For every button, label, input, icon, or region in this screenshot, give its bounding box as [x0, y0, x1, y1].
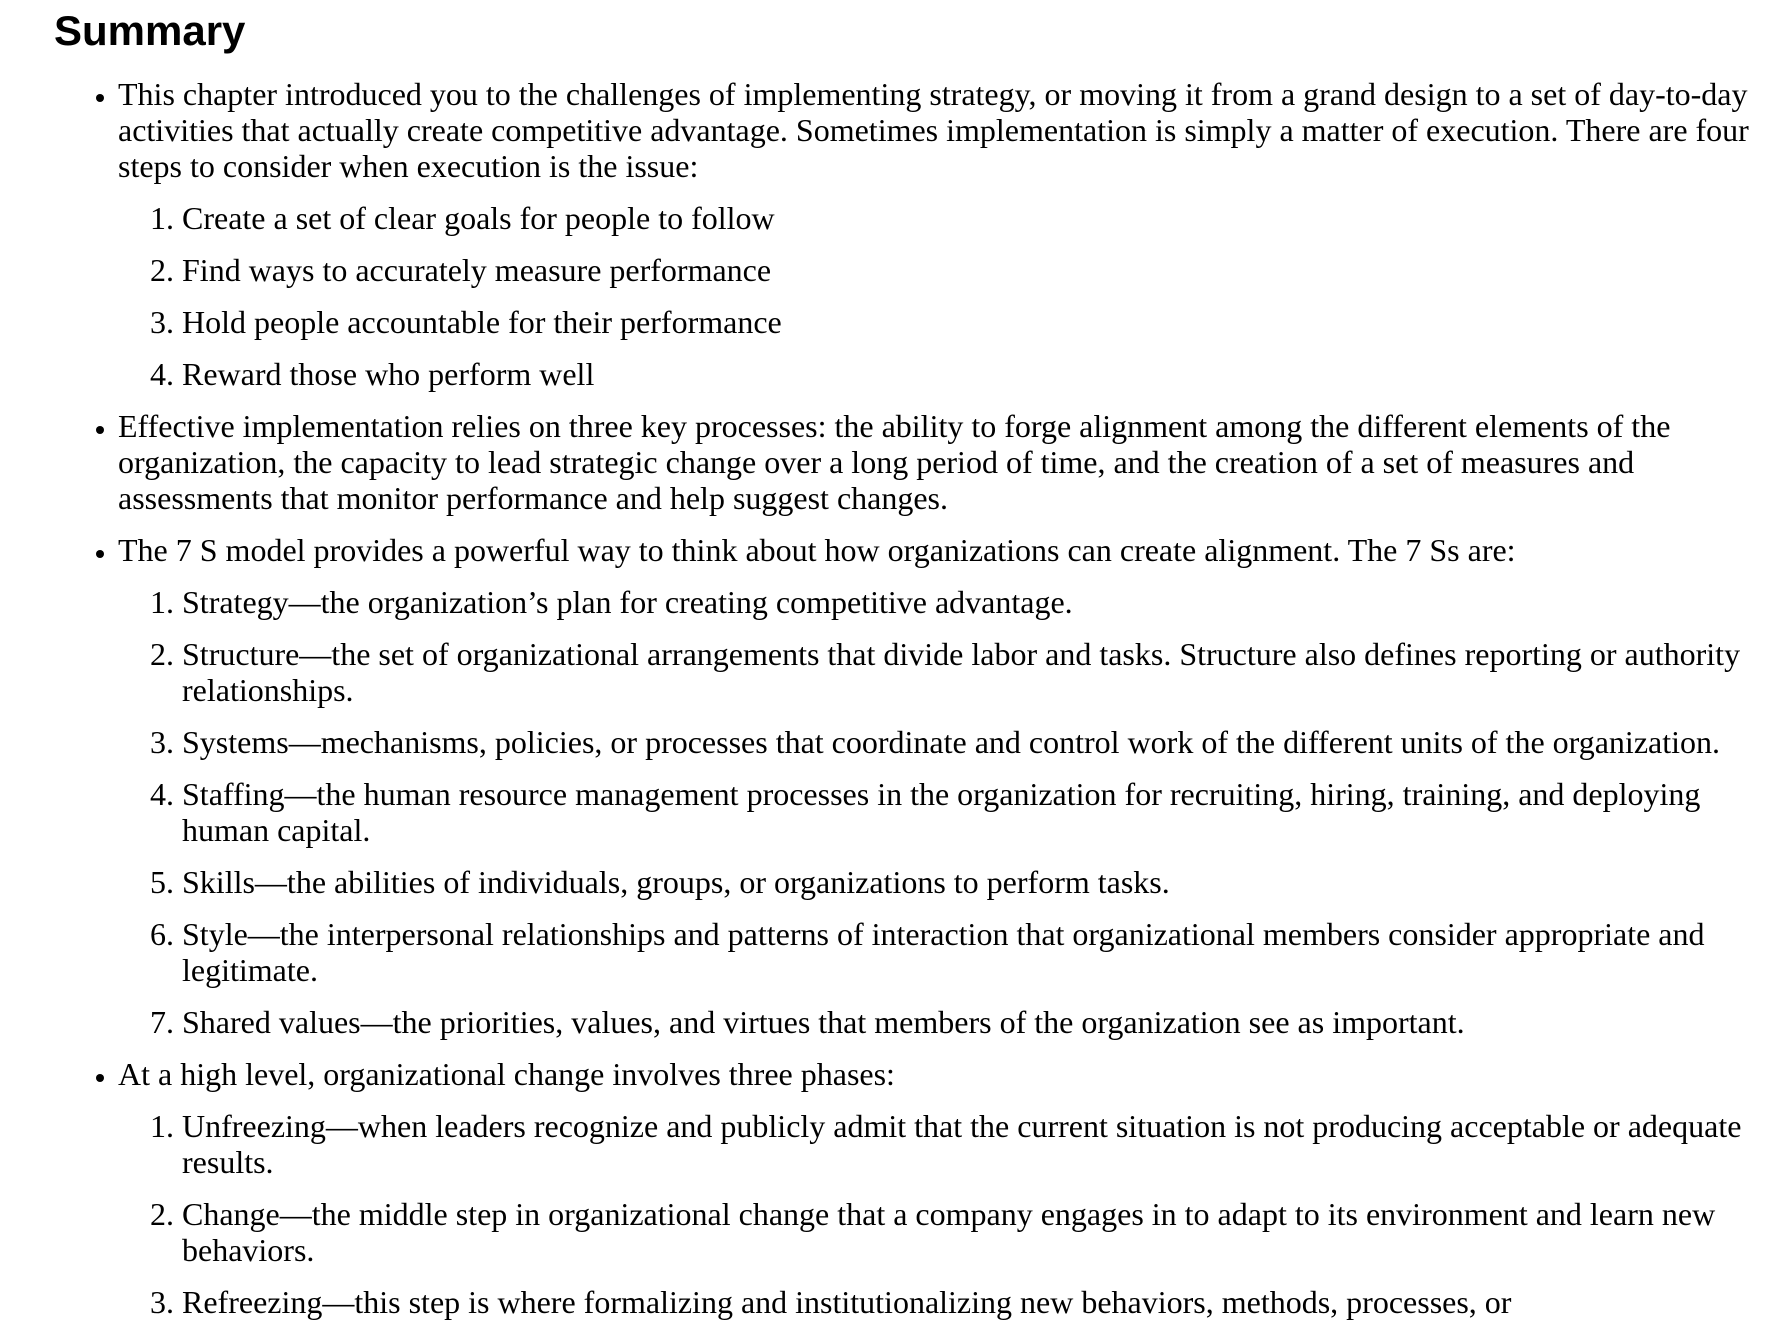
- change-phases-list: [118, 1108, 1758, 1320]
- list-item: 6. Style—the interpersonal relationships and patterns of interaction that organizational members consider appropriate and legitimate.: [182, 916, 1758, 988]
- list-item: 2. Change—the middle step in organizational change that a company engages in to adapt to its environment and learn new behaviors.: [182, 1196, 1758, 1268]
- list-item: 2. Find ways to accurately measure performance: [182, 252, 1758, 288]
- list-item: 2. Structure—the set of organizational arrangements that divide labor and tasks. Structure also defines reporting or authority relationships.: [182, 636, 1758, 708]
- summary-bullet: [118, 408, 1758, 516]
- list-item: 3. Refreezing—this step is where formalizing and institutionalizing new behaviors, methods, processes, or: [182, 1284, 1758, 1320]
- summary-bullet: [118, 532, 1758, 1040]
- bullet-text: At a high level, organizational change involves three phases:: [118, 1056, 895, 1092]
- list-item: 1. Create a set of clear goals for people to follow: [182, 200, 1758, 236]
- page-title: Summary: [54, 7, 246, 54]
- list-item: 4. Reward those who perform well: [182, 356, 1758, 392]
- summary-bullet: [118, 76, 1758, 392]
- seven-s-list: [118, 584, 1758, 1040]
- list-item: 5. Skills—the abilities of individuals, groups, or organizations to perform tasks.: [182, 864, 1758, 900]
- summary-list: [118, 76, 1758, 1334]
- list-item: 3. Systems—mechanisms, policies, or processes that coordinate and control work of the different units of the organization.: [182, 724, 1758, 760]
- list-item: 1. Strategy—the organization’s plan for creating competitive advantage.: [182, 584, 1758, 620]
- list-item: 4. Staffing—the human resource management processes in the organization for recruiting, hiring, training, and deploying human capital.: [182, 776, 1758, 848]
- bullet-text: The 7 S model provides a powerful way to think about how organizations can create alignment. The 7 Ss are:: [118, 532, 1516, 568]
- list-item: 7. Shared values—the priorities, values, and virtues that members of the organization see as important.: [182, 1004, 1758, 1040]
- bullet-text: Effective implementation relies on three key processes: the ability to forge alignment among the different elements of the organization, the capacity to lead strategic change over a long period of time, and the creation of a set of measures and assessments that monitor performance and help suggest changes.: [118, 408, 1671, 516]
- list-item: 1. Unfreezing—when leaders recognize and publicly admit that the current situation is not producing acceptable or adequate results.: [182, 1108, 1758, 1180]
- summary-bullet: [118, 1056, 1758, 1320]
- execution-steps-list: [118, 200, 1758, 392]
- bullet-text: This chapter introduced you to the challenges of implementing strategy, or moving it from a grand design to a set of day-to-day activities that actually create competitive advantage. Sometimes implementation is simply a matter of execution. There are four steps to consider when execution is the issue:: [118, 76, 1749, 184]
- list-item: 3. Hold people accountable for their performance: [182, 304, 1758, 340]
